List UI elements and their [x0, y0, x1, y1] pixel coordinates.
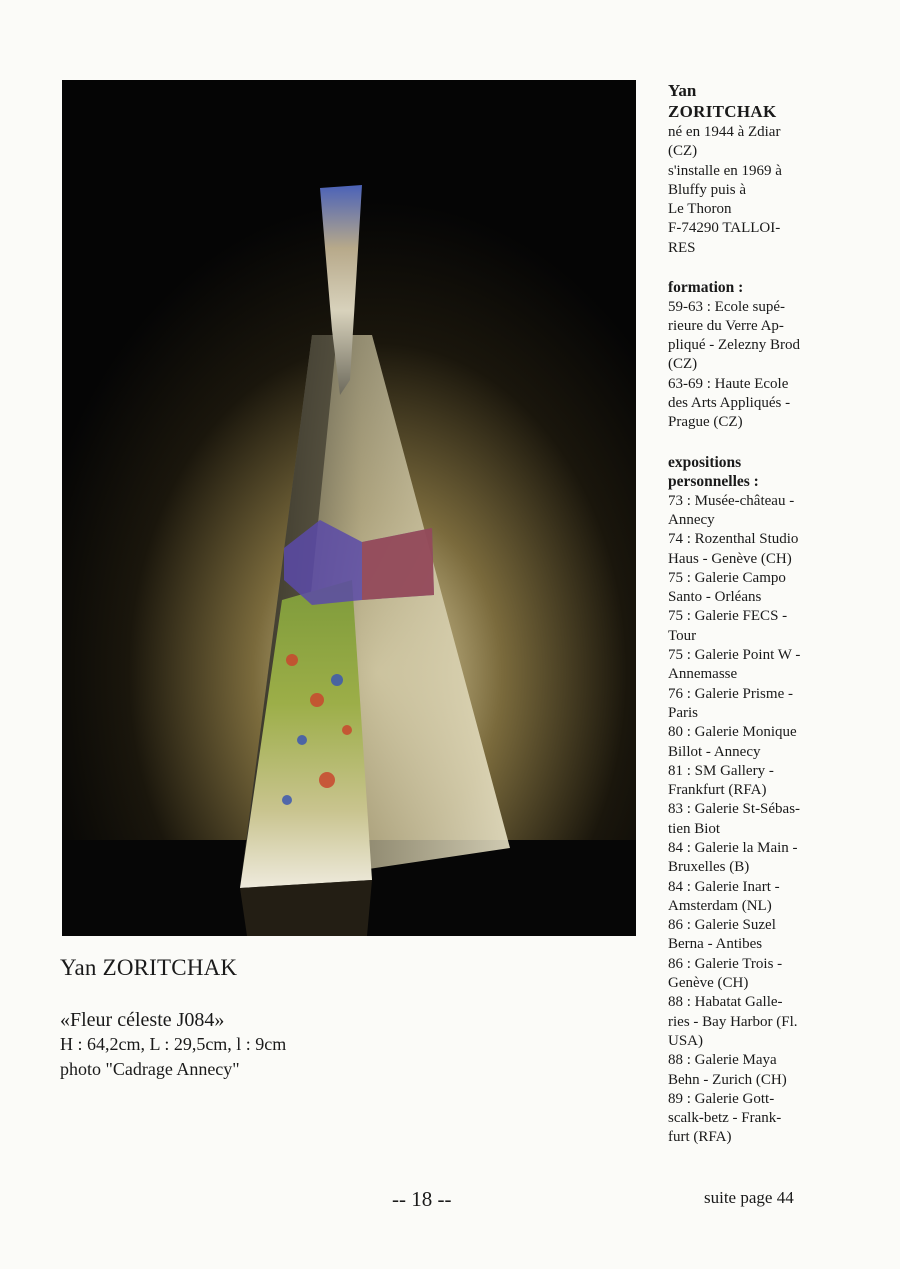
exposition-line: 83 : Galerie St-Sébas- — [668, 801, 801, 818]
exposition-line: Amsterdam (NL) — [668, 897, 772, 914]
exposition-line: 75 : Galerie FECS - — [668, 608, 788, 625]
caption-artist: Yan ZORITCHAK — [60, 955, 238, 980]
exposition-line: Behn - Zurich (CH) — [668, 1071, 787, 1088]
exposition-line: 84 : Galerie la Main - — [668, 840, 798, 856]
sculpture-illustration — [62, 80, 636, 936]
bio-first-name: Yan — [668, 81, 697, 100]
formation-heading: formation : — [668, 279, 744, 297]
formation-line: Prague (CZ) — [668, 414, 743, 431]
exposition-line: 73 : Musée-château - — [668, 492, 795, 509]
formation-line: rieure du Verre Ap- — [668, 317, 784, 334]
artist-bio-column — [668, 80, 818, 1148]
exposition-line: 86 : Galerie Trois - — [668, 955, 783, 972]
exposition-line: Annemasse — [668, 666, 738, 683]
continued-note: suite page 44 — [704, 1188, 794, 1207]
exposition-line: scalk-betz - Frank- — [668, 1110, 782, 1127]
exposition-line: 75 : Galerie Point W - — [668, 647, 801, 664]
exposition-line: 84 : Galerie Inart - — [668, 878, 780, 895]
bio-line: Bluffy puis à — [668, 181, 747, 198]
sculpture-photo — [62, 80, 636, 936]
exposition-line: 88 : Galerie Maya — [668, 1052, 777, 1069]
exposition-line: 88 : Habatat Galle- — [668, 994, 783, 1011]
exposition-line: 80 : Galerie Monique — [668, 724, 797, 741]
exposition-line: Santo - Orléans — [668, 589, 762, 606]
formation-list — [668, 298, 818, 433]
exposition-line: Berna - Antibes — [668, 936, 763, 953]
page-number: -- 18 -- — [392, 1187, 452, 1211]
exposition-line: 81 : SM Gallery - — [668, 762, 774, 779]
formation-line: 63-69 : Haute Ecole — [668, 375, 789, 392]
bio-line: F-74290 TALLOI- — [668, 220, 781, 237]
bio-line: Le Thoron — [668, 201, 732, 218]
exposition-line: ries - Bay Harbor (Fl. — [668, 1013, 798, 1030]
exposition-line: 74 : Rozenthal Studio — [668, 531, 799, 548]
caption-title: «Fleur céleste J084» — [60, 1009, 225, 1031]
bio-line: s'installe en 1969 à — [668, 162, 782, 179]
bio-birth-block — [668, 123, 818, 258]
caption-dimensions: H : 64,2cm, L : 29,5cm, l : 9cm — [60, 1034, 287, 1054]
bio-last-name: ZORITCHAK — [668, 102, 777, 121]
exposition-line: Frankfurt (RFA) — [668, 782, 767, 799]
expositions-heading — [668, 453, 818, 492]
expositions-heading-line: personnelles : — [668, 473, 759, 491]
formation-line: pliqué - Zelezny Brod — [668, 337, 801, 354]
exposition-line: Bruxelles (B) — [668, 859, 750, 876]
exposition-line: tien Biot — [668, 820, 721, 837]
formation-line: (CZ) — [668, 356, 698, 373]
exposition-line: 75 : Galerie Campo — [668, 569, 786, 586]
exposition-line: USA) — [668, 1032, 704, 1049]
formation-line: des Arts Appliqués - — [668, 395, 791, 412]
exposition-line: Billot - Annecy — [668, 743, 761, 760]
exposition-line: 89 : Galerie Gott- — [668, 1090, 775, 1107]
bio-line: RES — [668, 239, 696, 256]
exposition-line: furt (RFA) — [668, 1129, 732, 1146]
photo-caption — [60, 955, 620, 1082]
exposition-line: 86 : Galerie Suzel — [668, 917, 776, 934]
exposition-line: Genève (CH) — [668, 975, 749, 992]
exposition-line: Annecy — [668, 511, 715, 528]
expositions-heading-line: expositions — [668, 453, 742, 471]
expositions-list — [668, 492, 818, 1148]
bio-line: (CZ) — [668, 143, 698, 160]
exposition-line: Haus - Genève (CH) — [668, 550, 792, 567]
exposition-line: 76 : Galerie Prisme - — [668, 685, 793, 702]
exposition-line: Paris — [668, 704, 698, 721]
caption-credit: photo "Cadrage Annecy" — [60, 1059, 240, 1079]
formation-line: 59-63 : Ecole supé- — [668, 298, 786, 315]
bio-line: né en 1944 à Zdiar — [668, 124, 781, 140]
exposition-line: Tour — [668, 627, 697, 644]
